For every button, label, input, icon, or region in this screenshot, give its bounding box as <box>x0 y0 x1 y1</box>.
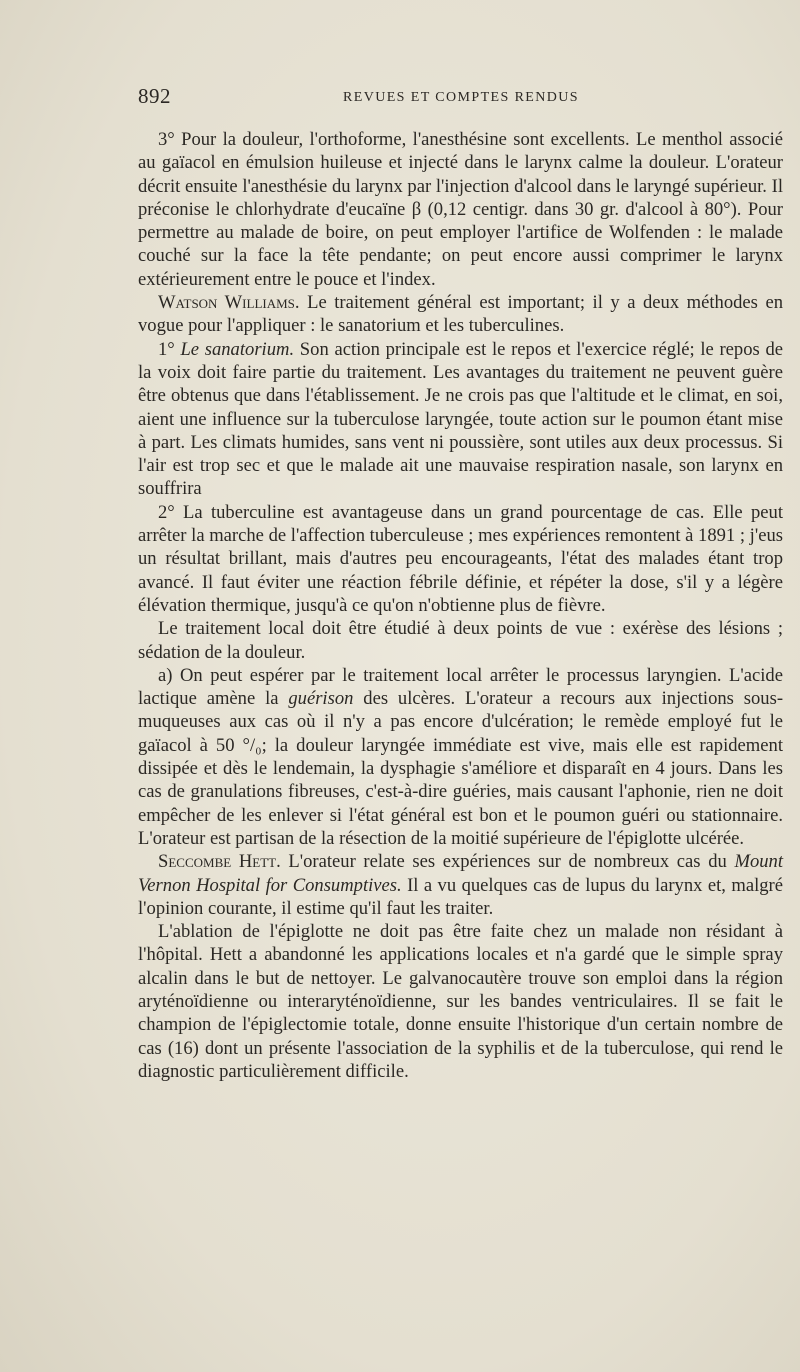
italic-run: guérison <box>288 688 354 710</box>
text-run: Le traitement local doit être étudié à deux points de vue : exérèse des lésions ; sédation de la douleur. <box>138 618 783 663</box>
italic-run: Mount Vernon Hospital for Consumptives. <box>138 851 783 896</box>
paragraph <box>138 664 783 850</box>
paragraph <box>138 501 783 617</box>
speaker-name: Seccombe Hett. <box>158 851 281 873</box>
page-number: 892 <box>138 84 171 108</box>
body-text <box>138 128 783 1083</box>
paragraph <box>138 291 783 338</box>
text-run: des ulcères. L'orateur a recours aux injections sous-muqueuses aux cas où il n'y a pas encore d'ulcération; le remède employé fut le gaïacol à 50 °/₀; la douleur laryngée immédiate est vive, mais elle est rapidement dissipée et dès le lendemain, la dysphagie s'améliore et disparaît en 4 jours. Dans les cas de granulations fibreuses, c'est-à-dire guéries, mais causant l'aphonie, rien ne doit empêcher de les enlever si l'état général est bon et le poumon guéri ou stationnaire. L'orateur est partisan de la résection de la moitié supérieure de l'épiglotte ulcérée. <box>138 688 784 849</box>
paragraph <box>138 128 783 291</box>
text-run: 3° Pour la douleur, l'orthoforme, l'anesthésine sont excellents. Le menthol associé au gaïacol en émulsion huileuse et injecté dans le larynx calme la douleur. L'orateur décrit ensuite l'anesthésie du larynx par l'injection d'alcool dans le laryngé supérieur. Il préconise le chlorhydrate d'eucaïne β (0,12 centigr. dans 30 gr. d'alcool à 80°). Pour permettre au malade de boire, on peut employer l'artifice de Wolfenden : le malade couché sur la face la tête pendante; on peut encore aussi comprimer le larynx extérieurement entre le pouce et l'index. <box>138 129 783 290</box>
text-run: a) On peut espérer par le traitement local arrêter le processus laryngien. L'acide lactique amène la <box>138 664 783 710</box>
text-run: 2° La tuberculine est avantageuse dans un grand pourcentage de cas. Elle peut arrêter la marche de l'affection tuberculeuse ; mes expériences remontent à 1891 ; j'eus un résultat brillant, mais d'autres peu encourageants, l'état des malades étant trop avancé. Il faut éviter une réaction fébrile définie, et répéter la dose, s'il y a légère élévation thermique, jusqu'à ce qu'on n'obtienne plus de fièvre. <box>138 501 783 616</box>
text-run: L'orateur relate ses expériences sur de nombreux cas du <box>280 851 735 873</box>
paragraph <box>138 850 783 920</box>
text-run: 1° <box>158 338 181 360</box>
paragraph <box>138 338 783 501</box>
page-header <box>138 84 788 114</box>
paragraph <box>138 920 783 1083</box>
text-run: Il a vu quelques cas de lupus du larynx et, malgré l'opinion courante, il estime qu'il faut les traiter. <box>138 874 783 919</box>
italic-run: Le sanatorium. <box>180 338 295 360</box>
running-head: REVUES ET COMPTES RENDUS <box>343 90 579 105</box>
text-run: Le traitement général est important; il y a deux méthodes en vogue pour l'appliquer : le sanatorium et les tuberculines. <box>138 292 783 337</box>
speaker-name: Watson Williams. <box>158 292 300 314</box>
text-run: Son action principale est le repos et l'exercice réglé; le repos de la voix doit faire partie du traitement. Les avantages du traitement ne peuvent guère être obtenus que dans l'établissement. Je ne crois pas que l'altitude et le climat, en soi, aient une influence sur la tuberculose laryngée, toute action sur le poumon étant mise à part. Les climats humides, sans vent ni poussière, sont utiles aux deux processus. Si l'air est trop sec et que le malade ait une mauvaise respiration nasale, son larynx en souffrira <box>138 338 783 500</box>
paragraph <box>138 617 783 664</box>
text-run: L'ablation de l'épiglotte ne doit pas être faite chez un malade non résidant à l'hôpital. Hett a abandonné les applications locales et n'a gardé que le simple spray alcalin dans le but de nettoyer. Le galvanocautère trouve son emploi dans la région aryténoïdienne ou interaryténoïdienne, sur les bandes ventriculaires. Il se fait le champion de l'épiglectomie totale, donne ensuite l'historique d'un certain nombre de cas (16) dont un présente l'association de la syphilis et de la tuberculose, qui rend le diagnostic particulièrement difficile. <box>138 921 783 1082</box>
